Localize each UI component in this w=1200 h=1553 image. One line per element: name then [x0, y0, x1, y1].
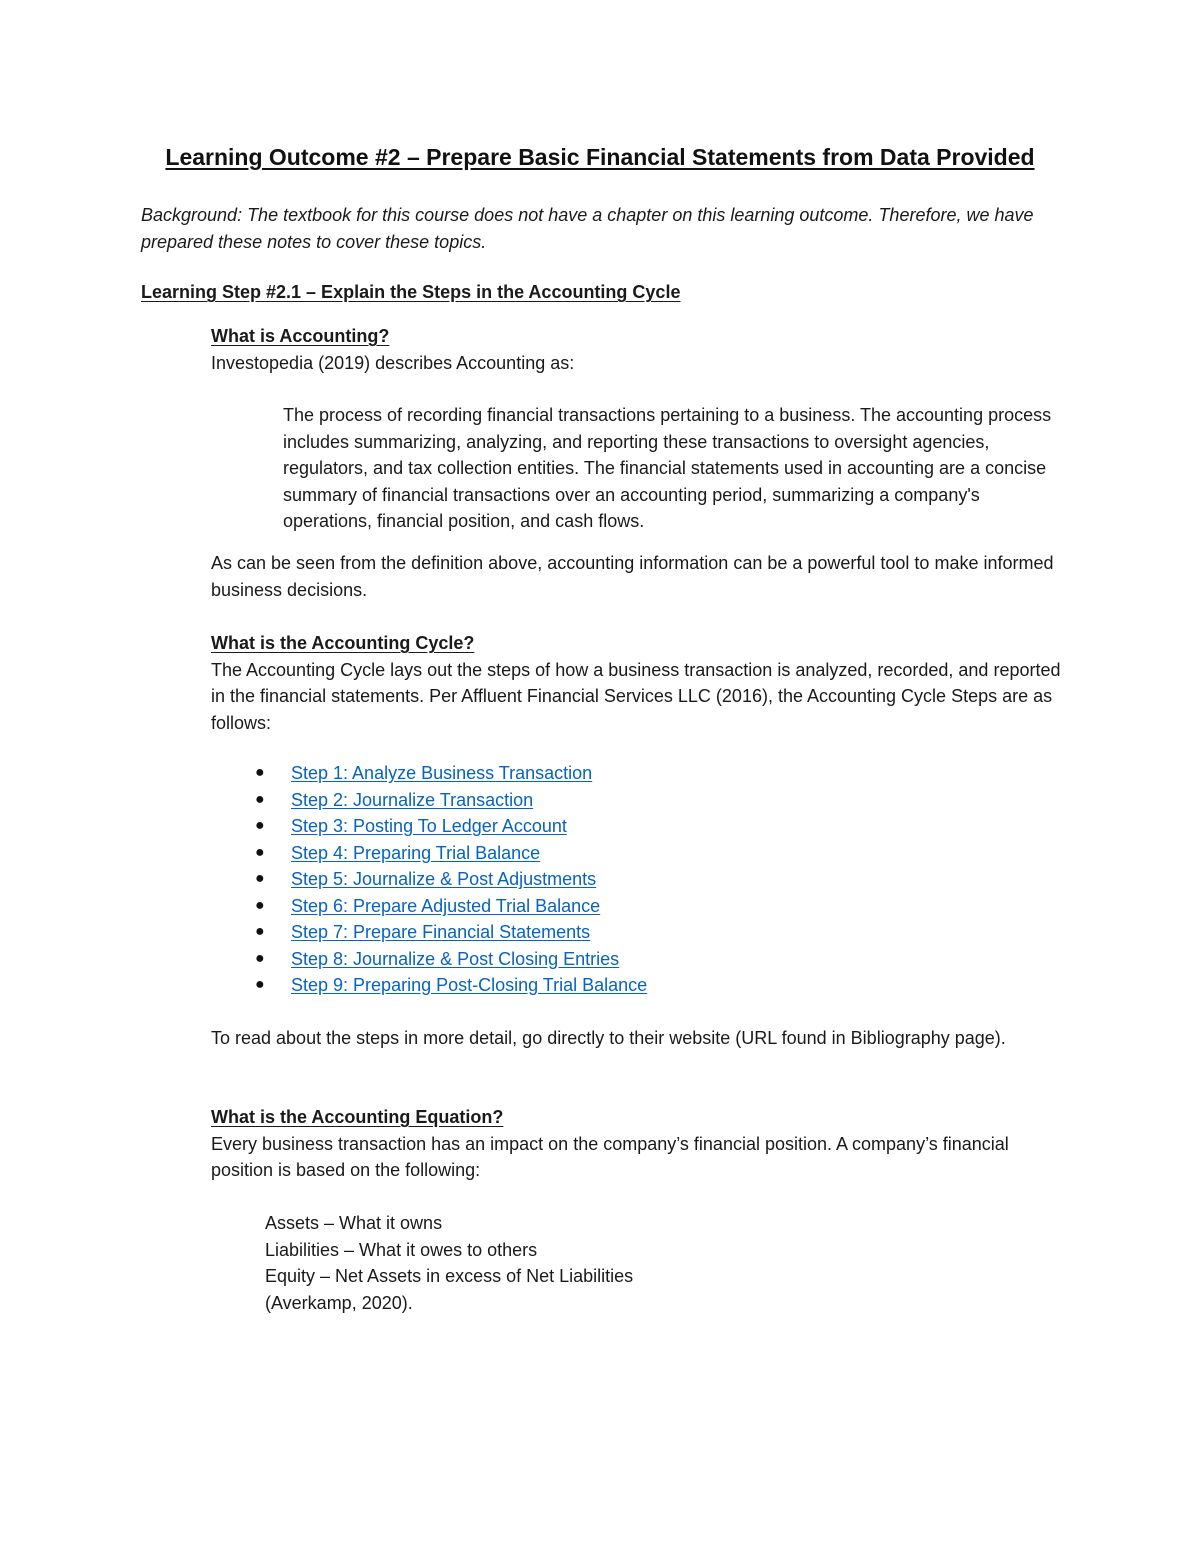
list-item — [255, 972, 647, 999]
cycle-heading: What is the Accounting Cycle? — [211, 633, 475, 653]
accounting-after-text: As can be seen from the definition above, accounting information can be a powerful tool to make informed business decisions. — [211, 553, 1054, 600]
accounting-intro: Investopedia (2019) describes Accounting as: — [211, 352, 575, 373]
equation-assets: Assets – What it owns — [265, 1213, 443, 1233]
bullet-icon: ● — [255, 817, 265, 834]
step-link-1[interactable]: Step 1: Analyze Business Transaction — [291, 763, 593, 783]
accounting-after-paragraph — [211, 550, 1071, 603]
bullet-icon: ● — [255, 949, 265, 967]
cycle-intro: The Accounting Cycle lays out the steps of how a business transaction is analyzed, recorded, and reported in the financial statements. Per Affluent Financial Services LLC (2016), the Accounting Cycle Steps are as follows: — [211, 659, 1061, 733]
step-link-5[interactable]: Step 5: Journalize & Post Adjustments — [291, 869, 597, 889]
step-link-4[interactable]: Step 4: Preparing Trial Balance — [291, 842, 541, 863]
cycle-after-text: To read about the steps in more detail, go directly to their website (URL found in Bibliography page). — [211, 1028, 1006, 1048]
equation-list — [265, 1210, 633, 1316]
list-item — [255, 893, 647, 920]
step-link-7[interactable]: Step 7: Prepare Financial Statements — [291, 922, 591, 942]
list-item — [255, 787, 647, 814]
step-link-9[interactable]: Step 9: Preparing Post-Closing Trial Balance — [291, 975, 648, 995]
cycle-steps-list — [255, 760, 647, 999]
equation-liabilities: Liabilities – What it owes to others — [265, 1239, 538, 1260]
background-note: Background: The textbook for this course does not have a chapter on this learning outcome. Therefore, we have prepared these notes to cover these topics. — [141, 205, 1034, 252]
accounting-heading: What is Accounting? — [211, 326, 390, 346]
list-item — [255, 866, 647, 893]
bullet-icon: ● — [255, 843, 265, 861]
step-link-3[interactable]: Step 3: Posting To Ledger Account — [291, 816, 567, 836]
list-item — [255, 813, 647, 840]
bullet-icon: ● — [255, 790, 265, 808]
bullet-icon: ● — [255, 923, 265, 940]
equation-intro: Every business transaction has an impact on the company’s financial position. A company’s financial position is based on the following: — [211, 1133, 1009, 1180]
equation-section — [211, 1104, 1071, 1184]
page-title: Learning Outcome #2 – Prepare Basic Financial Statements from Data Provided — [165, 144, 1035, 170]
list-item — [255, 946, 647, 973]
bullet-icon: ● — [255, 896, 265, 914]
learning-step-heading: Learning Step #2.1 – Explain the Steps in the Accounting Cycle — [141, 282, 681, 302]
accounting-section — [211, 323, 1071, 376]
list-item — [255, 760, 647, 787]
bullet-icon: ● — [255, 870, 265, 887]
equation-equity: Equity – Net Assets in excess of Net Liabilities — [265, 1266, 634, 1286]
bullet-icon: ● — [255, 764, 265, 781]
list-item — [255, 840, 647, 867]
cycle-after-paragraph — [211, 1025, 1071, 1052]
step-link-2[interactable]: Step 2: Journalize Transaction — [291, 789, 534, 810]
equation-citation: (Averkamp, 2020). — [265, 1292, 413, 1313]
equation-heading: What is the Accounting Equation? — [211, 1107, 504, 1127]
cycle-section — [211, 630, 1071, 736]
step-link-8[interactable]: Step 8: Journalize & Post Closing Entries — [291, 948, 620, 969]
list-item — [255, 919, 647, 946]
bullet-icon: ● — [255, 976, 265, 993]
accounting-definition-quote: The process of recording financial transactions pertaining to a business. The accounting process includes summarizing, analyzing, and reporting these transactions to oversight agencies, regulators, and tax collection entities. The financial statements used in accounting are a concise summary of financial transactions over an accounting period, summarizing a company's operations, financial position, and cash flows. — [283, 405, 1052, 531]
step-link-6[interactable]: Step 6: Prepare Adjusted Trial Balance — [291, 895, 601, 916]
